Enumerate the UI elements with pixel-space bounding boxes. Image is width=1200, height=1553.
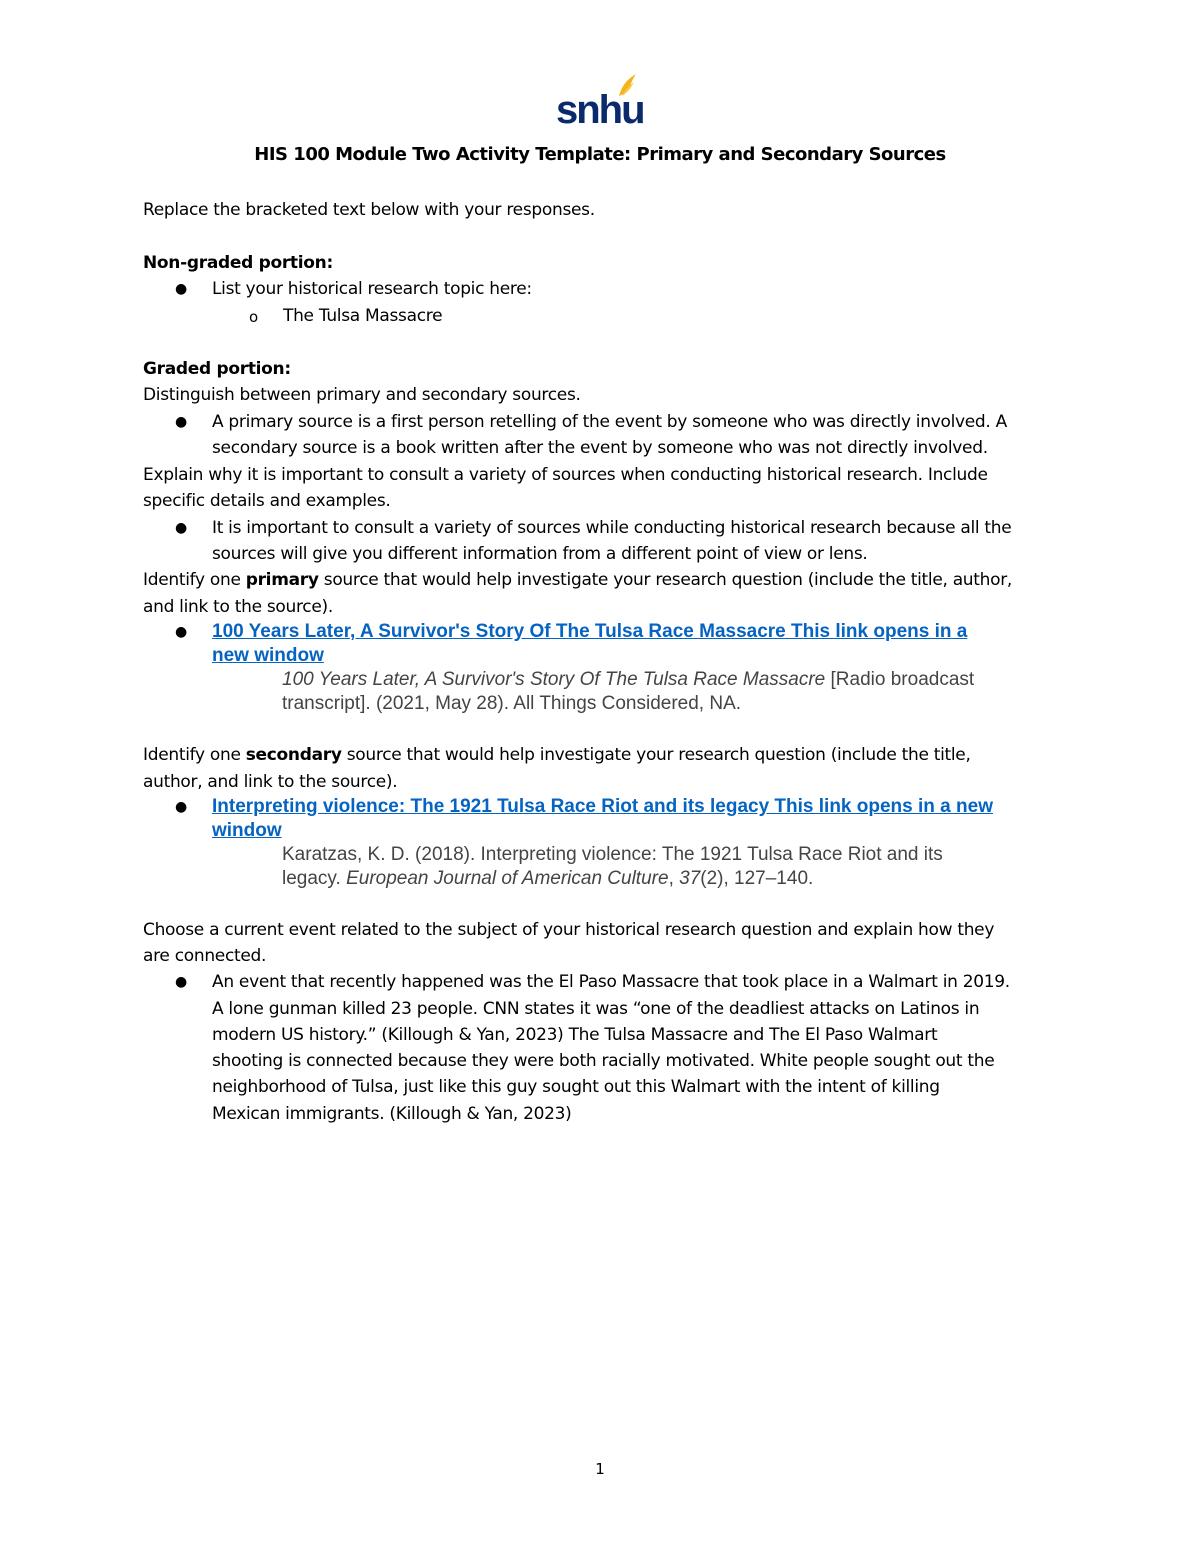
prompt-primary-line2: and link to the source). bbox=[143, 597, 333, 617]
primary-citation-line1: 100 Years Later, A Survivor's Story Of The Tulsa Race Massacre [Radio broadcast bbox=[282, 669, 975, 690]
bullet-icon: ● bbox=[175, 414, 188, 430]
answer-current-event-line: shooting is connected because they were both racially motivated. White people sought out the bbox=[212, 1051, 995, 1071]
prompt-distinguish: Distinguish between primary and secondary sources. bbox=[143, 385, 581, 405]
secondary-source-link-cont[interactable]: window bbox=[212, 820, 282, 841]
page-number: 1 bbox=[595, 1460, 605, 1478]
primary-source-link[interactable]: 100 Years Later, A Survivor's Story Of The Tulsa Race Massacre This link opens in a bbox=[212, 621, 968, 642]
document-title: HIS 100 Module Two Activity Template: Primary and Secondary Sources bbox=[254, 144, 946, 165]
primary-source-link-cont[interactable]: new window bbox=[212, 645, 324, 666]
bullet-icon: ● bbox=[175, 974, 188, 990]
prompt-primary-line1: Identify one primary source that would help investigate your research question (include the title, author, bbox=[143, 570, 1013, 590]
secondary-source-link[interactable]: Interpreting violence: The 1921 Tulsa Race Riot and its legacy This link opens in a new bbox=[212, 796, 993, 817]
bullet-icon: ● bbox=[175, 799, 188, 815]
answer-variety-line1: It is important to consult a variety of sources while conducting historical research because all the bbox=[212, 518, 1012, 538]
graded-heading: Graded portion: bbox=[143, 359, 291, 379]
answer-current-event-line: neighborhood of Tulsa, just like this guy sought out this Walmart with the intent of killing bbox=[212, 1077, 940, 1097]
bullet-icon: ● bbox=[175, 624, 188, 640]
instructions-text: Replace the bracketed text below with your responses. bbox=[143, 200, 595, 220]
answer-current-event-line: An event that recently happened was the El Paso Massacre that took place in a Walmart in 2019. bbox=[212, 972, 1010, 992]
prompt-current-event-line2: are connected. bbox=[143, 946, 267, 966]
answer-current-event-line: A lone gunman killed 23 people. CNN states it was “one of the deadliest attacks on Latinos in bbox=[212, 999, 980, 1019]
prompt-variety-line1: Explain why it is important to consult a variety of sources when conducting historical research. Include bbox=[143, 465, 988, 485]
answer-variety-line2: sources will give you different information from a different point of view or lens. bbox=[212, 544, 868, 564]
sub-bullet-marker: o bbox=[249, 308, 258, 326]
answer-current-event-line: Mexican immigrants. (Killough & Yan, 2023) bbox=[212, 1104, 572, 1124]
prompt-secondary-line1: Identify one secondary source that would help investigate your research question (include the title, bbox=[143, 745, 971, 765]
primary-citation-line2: transcript]. (2021, May 28). All Things Considered, NA. bbox=[282, 693, 742, 714]
non-graded-bullet: List your historical research topic here: bbox=[212, 279, 532, 299]
secondary-citation-line2: legacy. European Journal of American Culture, 37(2), 127–140. bbox=[282, 868, 814, 889]
non-graded-heading: Non-graded portion: bbox=[143, 253, 333, 273]
bullet-icon: ● bbox=[175, 520, 188, 536]
bullet-icon: ● bbox=[175, 281, 188, 297]
prompt-variety-line2: specific details and examples. bbox=[143, 491, 391, 511]
snhu-logo bbox=[556, 72, 644, 132]
answer-distinguish-line1: A primary source is a first person retelling of the event by someone who was directly involved. A bbox=[212, 412, 1007, 432]
prompt-current-event-line1: Choose a current event related to the subject of your historical research question and explain how they bbox=[143, 920, 995, 940]
secondary-citation-line1: Karatzas, K. D. (2018). Interpreting violence: The 1921 Tulsa Race Riot and its bbox=[282, 844, 943, 865]
prompt-secondary-line2: author, and link to the source). bbox=[143, 772, 398, 792]
snhu-logo-text: snhu bbox=[556, 88, 644, 132]
research-topic: The Tulsa Massacre bbox=[283, 306, 443, 326]
answer-distinguish-line2: secondary source is a book written after the event by someone who was not directly involved. bbox=[212, 438, 988, 458]
answer-current-event-line: modern US history.” (Killough & Yan, 2023) The Tulsa Massacre and The El Paso Walmart bbox=[212, 1025, 938, 1045]
